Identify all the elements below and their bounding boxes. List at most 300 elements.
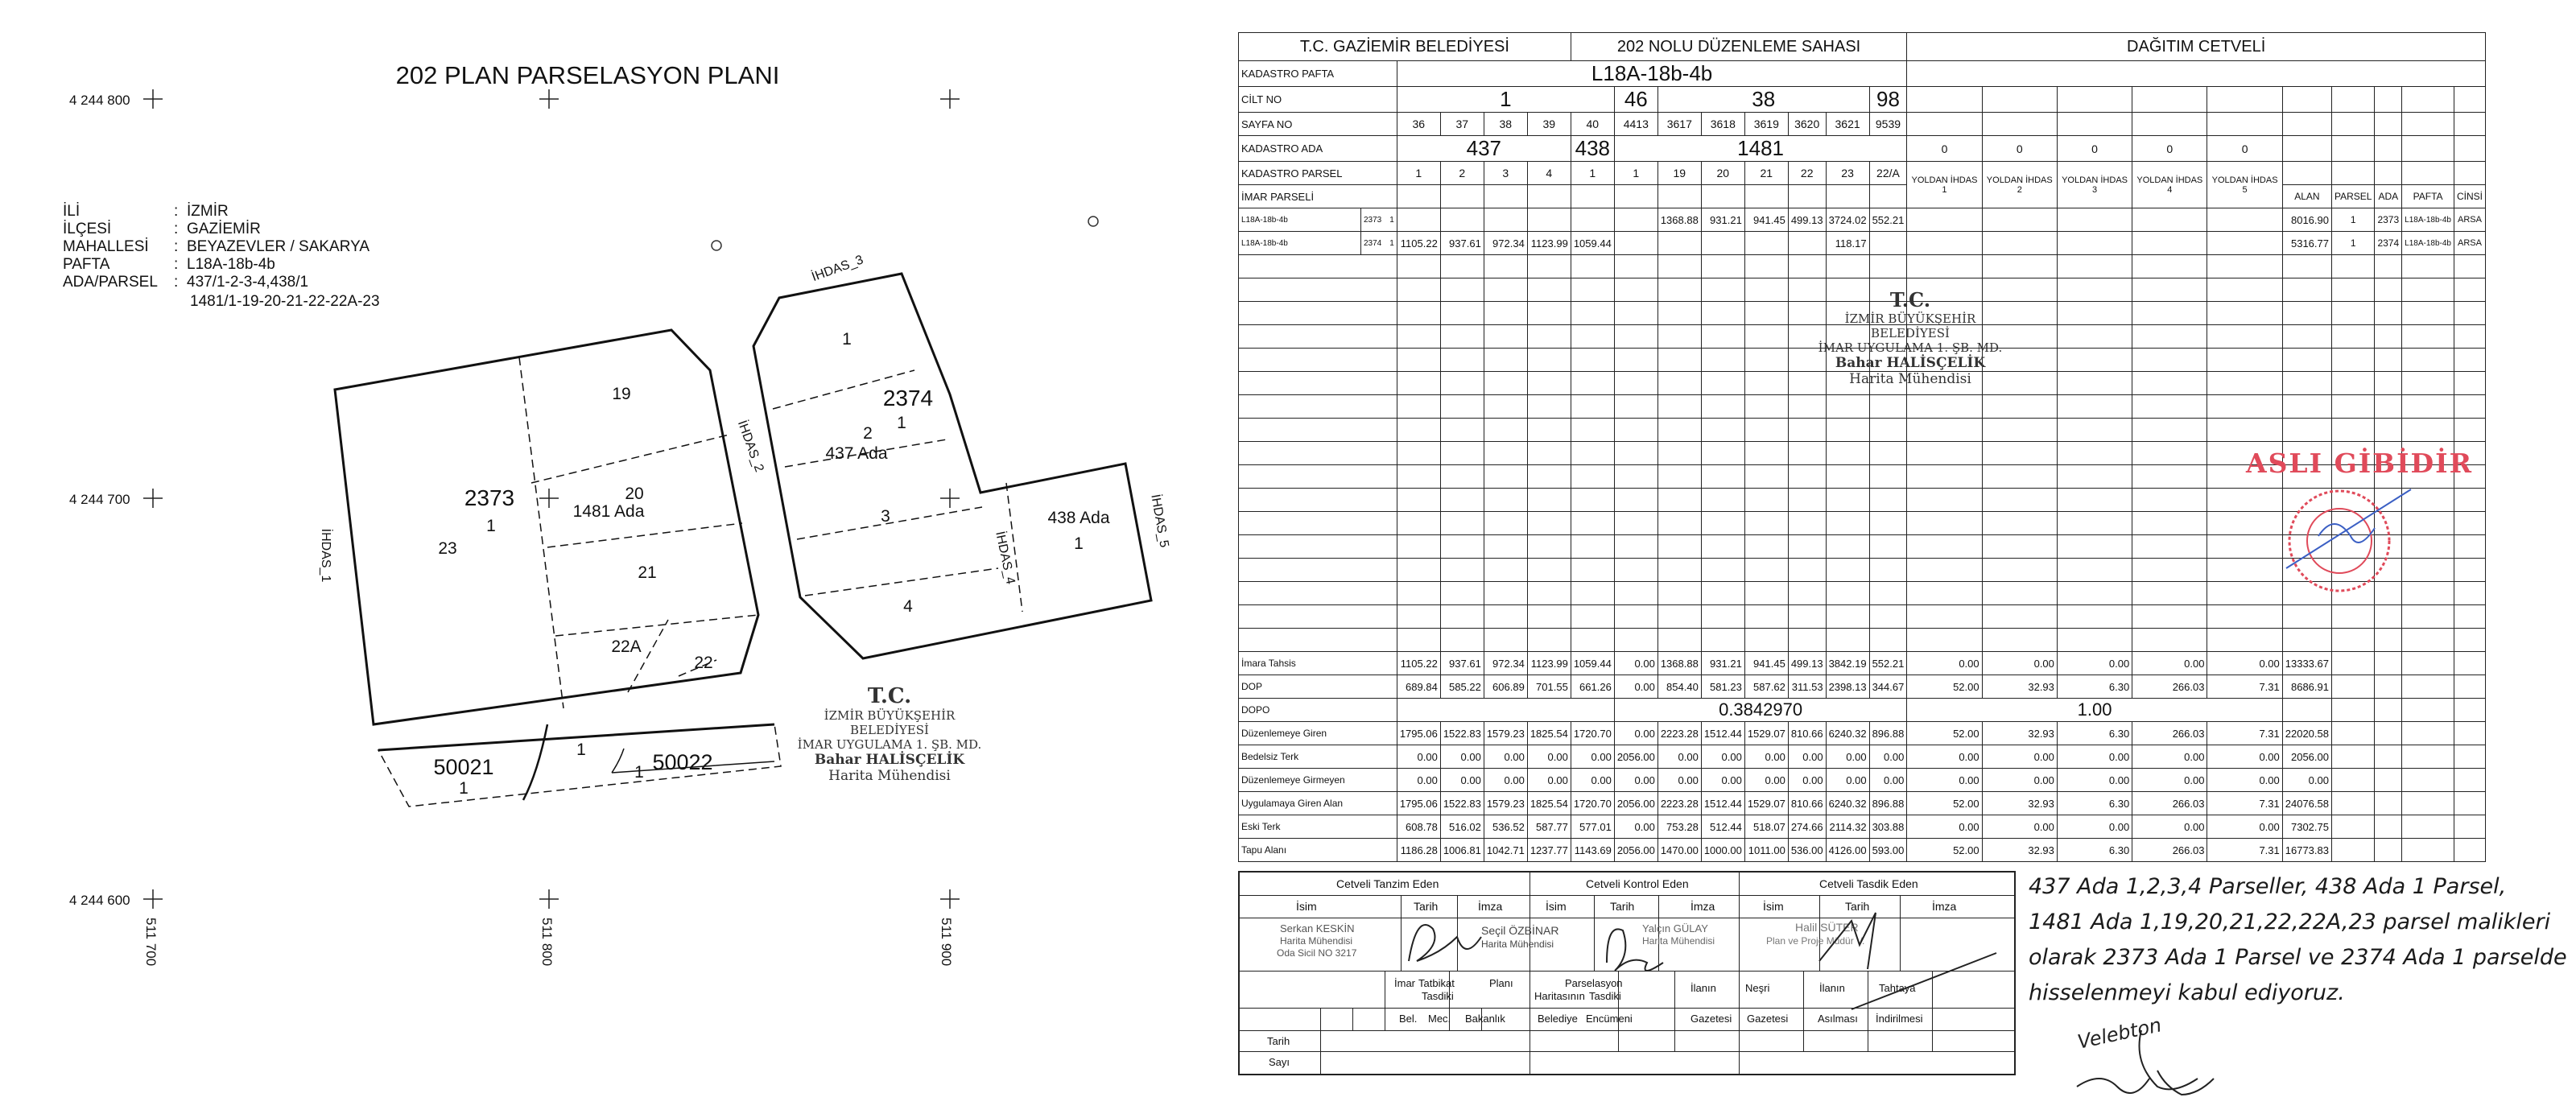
parsel-no: 22/A [1869,162,1907,185]
empty-cell [1701,489,1744,512]
empty-cell [2057,113,2132,136]
empty-cell [1744,605,1788,629]
empty-cell [2402,372,2454,395]
imar-value [1701,232,1744,255]
summary-yoldan: 32.93 [1982,675,2057,699]
parsel-no: 23 [1826,162,1869,185]
summary-value: 0.00 [1614,815,1657,839]
empty-cell [1826,255,1869,278]
empty-cell [2132,113,2207,136]
empty-cell [2282,325,2331,349]
empty-cell [2402,395,2454,419]
header-right: DAĞITIM CETVELİ [1907,33,2486,61]
imar-yoldan [1982,208,2057,232]
summary-value: 1123.99 [1527,652,1571,675]
empty-cell [2331,722,2374,745]
empty-cell [2132,605,2207,629]
person-4: Halil SÜTER [1795,921,1859,934]
label-sayfa: SAYFA NO [1239,113,1397,136]
summary-value: 552.21 [1869,652,1907,675]
summary-value: 2114.32 [1826,815,1869,839]
imar-value [1744,232,1788,255]
sig-imza: İmza [1690,900,1715,913]
empty-cell [1701,419,1744,442]
tstamp-name: Bahar HALİSÇELİK [1835,355,1986,371]
dopo-yoldan: 1.00 [1907,699,2282,722]
empty-cell [2331,769,2374,792]
sig-tahtaya: Tahtaya [1879,982,1916,994]
summary-value: 536.00 [1788,839,1826,862]
label-2373: 2373 [464,485,515,510]
summary-value: 0.00 [1869,745,1907,769]
parsel-no: 21 [1744,162,1788,185]
summary-yoldan: 32.93 [1982,792,2057,815]
imar-ada-r: 2373 [2375,208,2402,232]
empty-cell [2207,419,2282,442]
empty-cell [2057,465,2132,489]
summary-value: 0.00 [1614,675,1657,699]
summary-value: 0.00 [1826,769,1869,792]
empty-cell [1657,442,1701,465]
label-22A: 22A [611,637,642,656]
empty-cell [1397,302,1440,325]
empty-cell [2132,419,2207,442]
empty-cell [2454,395,2485,419]
parsel-no: 20 [1701,162,1744,185]
grid-y-label: 4 244 700 [69,492,130,507]
summary-value: 937.61 [1440,652,1484,675]
empty-cell [1788,489,1826,512]
summary-value: 896.88 [1869,792,1907,815]
empty-cell [1869,559,1907,582]
summary-value: 0.00 [1744,769,1788,792]
person-1-role: Harita Mühendisi [1280,935,1353,947]
summary-label: Düzenlemeye Giren [1239,722,1397,745]
summary-value: 512.44 [1701,815,1744,839]
empty-cell [1397,465,1440,489]
empty-cell [2375,278,2402,302]
cilt-2: 46 [1614,87,1657,113]
empty-cell [2282,278,2331,302]
empty-cell [2057,442,2132,465]
empty-cell [1982,512,2057,535]
summary-value: 4126.00 [1826,839,1869,862]
summary-value: 0.00 [1614,722,1657,745]
empty-cell [1826,185,1869,208]
empty-cell [2375,745,2402,769]
empty-cell [1527,395,1571,419]
empty-cell [2207,372,2282,395]
empty-cell [2375,652,2402,675]
empty-cell [1907,629,1982,652]
imar-value [1657,232,1701,255]
empty-cell [2331,652,2374,675]
imar-ada-r: 2374 [2375,232,2402,255]
summary-yoldan: 0.00 [2132,815,2207,839]
plan-stamp [797,684,982,784]
empty-cell [1869,442,1907,465]
empty-cell [1701,185,1744,208]
empty-cell [1571,512,1614,535]
summary-label: Düzenlemeye Girmeyen [1239,769,1397,792]
empty-cell [1440,489,1484,512]
summary-value: 1105.22 [1397,652,1440,675]
original-copy-stamp: ASLI GİBİDİR [2246,448,2473,479]
imar-value: 937.61 [1440,232,1484,255]
empty-cell [1744,489,1788,512]
summary-value: 689.84 [1397,675,1440,699]
sig-plani: Planı [1489,977,1513,989]
empty-cell [2207,629,2282,652]
imar-parsel-no: 1 [1389,238,1394,248]
empty-cell [2132,535,2207,559]
tstamp-title: T.C. [1889,288,1931,311]
summary-value: 1011.00 [1744,839,1788,862]
summary-value: 587.77 [1527,815,1571,839]
summary-value: 581.23 [1701,675,1744,699]
summary-value: 753.28 [1657,815,1701,839]
parsel-no: 1 [1614,162,1657,185]
person-4-role: Plan ve Proje Müdür V. [1766,935,1865,947]
sig-h3: Cetveli Tasdik Eden [1819,877,1918,890]
empty-cell [1440,629,1484,652]
empty-cell [2375,113,2402,136]
sig-isim: İsim [1763,900,1784,913]
empty-cell [1826,605,1869,629]
sig-tarih: Tarih [1414,900,1439,913]
summary-value: 585.22 [1440,675,1484,699]
empty-cell [1744,372,1788,395]
label-ihdas4: İHDAS_4 [993,530,1018,586]
label-ihdas5: İHDAS_5 [1148,493,1171,549]
empty-cell [1397,278,1440,302]
empty-cell [2375,792,2402,815]
summary-yoldan: 6.30 [2057,722,2132,745]
label-1: 1 [842,330,852,349]
imar-value [1614,232,1657,255]
empty-cell [1397,629,1440,652]
imar-yoldan [2207,208,2282,232]
empty-cell [1614,395,1657,419]
empty-cell [2057,605,2132,629]
summary-value: 2056.00 [1614,839,1657,862]
empty-cell [2282,629,2331,652]
sig-imza: İmza [1932,900,1957,913]
empty-cell [1614,278,1657,302]
empty-cell [1657,302,1701,325]
empty-cell [2454,559,2485,582]
empty-cell [2057,372,2132,395]
parcel-plan-drawing [0,0,1224,1118]
summary-row-girmeyen [1239,769,2486,792]
summary-yoldan: 52.00 [1907,792,1982,815]
summary-value: 1368.88 [1657,652,1701,675]
svg-text::: : [174,203,179,220]
label-2374-1: 1 [897,414,906,432]
imar-value [1397,208,1440,232]
empty-cell [2057,535,2132,559]
empty-cell [1744,185,1788,208]
sig-tasdiki: Tasdiki [1422,990,1454,1002]
empty-cell [1527,278,1571,302]
signatures [1240,873,2014,1074]
empty-cell [2375,839,2402,862]
sig-gazetesi2: Gazetesi [1747,1013,1789,1025]
empty-cell [2331,255,2374,278]
empty-cell [2402,162,2454,185]
right-head: CİNSİ [2454,185,2485,208]
empty-cell [1744,278,1788,302]
sig-ilanin2: İlanın [1819,982,1845,994]
summary-value: 0.00 [1527,769,1571,792]
empty-cell [1484,442,1527,465]
empty-cell [1788,185,1826,208]
empty-cell [1614,465,1657,489]
empty-cell [1527,325,1571,349]
empty-cell [1571,489,1614,512]
empty-cell [2331,349,2374,372]
imar-pafta-r: L18A-18b-4b [2402,232,2454,255]
empty-cell [2402,769,2454,792]
empty-cell [1826,465,1869,489]
summary-value: 2223.28 [1657,722,1701,745]
empty-cell [1614,629,1657,652]
empty-cell [1571,255,1614,278]
empty-cell [1826,582,1869,605]
summary-value: 0.00 [1701,745,1744,769]
empty-cell [1239,395,1397,419]
empty-cell [1907,605,1982,629]
empty-cell [2282,113,2331,136]
empty-cell [2282,372,2331,395]
empty-cell [2454,699,2485,722]
ada-438: 438 [1571,136,1614,162]
yoldan-ihdas: YOLDAN İHDAS 4 [2132,162,2207,208]
imar-alan: 5316.77 [2282,232,2331,255]
empty-cell [1657,325,1701,349]
empty-cell [1527,349,1571,372]
empty-cell [2207,395,2282,419]
empty-cell [1484,419,1527,442]
summary-value: 1522.83 [1440,792,1484,815]
label-20: 20 [625,485,644,503]
empty-cell [2454,372,2485,395]
empty-cell [1239,372,1397,395]
parsel-no: 1 [1397,162,1440,185]
empty-cell [1657,559,1701,582]
empty-cell [2402,675,2454,699]
summary-yoldan: 7.31 [2207,839,2282,862]
summary-label: Eski Terk [1239,815,1397,839]
sig-belediye: Belediye [1538,1013,1578,1025]
empty-cell [1440,395,1484,419]
imar-value: 499.13 [1788,208,1826,232]
sayfa-no: 3618 [1701,113,1744,136]
empty-cell [1571,535,1614,559]
empty-cell [1571,278,1614,302]
empty-cell [1614,325,1657,349]
stamp-role: Harita Mühendisi [828,768,951,784]
info-value: 437/1-2-3-4,438/1 [187,274,309,291]
sig-tarih-row: Tarih [1267,1035,1290,1047]
summary-value: 6240.32 [1826,722,1869,745]
plan-title: 202 PLAN PARSELASYON PLANI [395,61,780,89]
grid-x-label: 511 700 [143,918,159,967]
sig-parselasyon: Parselasyon [1565,977,1623,989]
empty-cell [1484,349,1527,372]
empty-cell [2402,792,2454,815]
summary-total: 13333.67 [2282,652,2331,675]
empty-cell [1239,255,1397,278]
empty-cell [2132,255,2207,278]
summary-value: 0.00 [1614,769,1657,792]
sayfa-no: 38 [1484,113,1527,136]
empty-cell [2331,113,2374,136]
empty-cell [2375,769,2402,792]
summary-value: 1825.54 [1527,792,1571,815]
row-pafta [1239,61,2486,87]
yoldan-ihdas: YOLDAN İHDAS 1 [1907,162,1982,208]
summary-yoldan: 0.00 [2132,769,2207,792]
empty-cell [2132,349,2207,372]
summary-yoldan: 0.00 [1982,769,2057,792]
empty-cell [1701,512,1744,535]
empty-cell [2375,419,2402,442]
empty-cell [1907,559,1982,582]
summary-value: 1522.83 [1440,722,1484,745]
summary-yoldan: 266.03 [2132,792,2207,815]
summary-value: 1059.44 [1571,652,1614,675]
summary-row-eski [1239,815,2486,839]
empty-cell [2132,582,2207,605]
empty-cell [1657,489,1701,512]
empty-cell [1701,629,1744,652]
empty-row [1239,605,2486,629]
imar-yoldan [2207,232,2282,255]
hw-line: 437 Ada 1,2,3,4 Parseller, 438 Ada 1 Parsel, [2029,874,2507,899]
empty-cell [1826,419,1869,442]
imar-value [1571,208,1614,232]
empty-cell [1907,255,1982,278]
summary-row-bedelsiz [1239,745,2486,769]
empty-cell [1701,442,1744,465]
imar-yoldan [1907,232,1982,255]
summary-total: 22020.58 [2282,722,2331,745]
empty-cell [2057,395,2132,419]
summary-value: 1720.70 [1571,792,1614,815]
summary-yoldan: 32.93 [1982,839,2057,862]
sig-tasdiki2: Tasdiki [1589,990,1621,1002]
summary-yoldan: 266.03 [2132,675,2207,699]
summary-yoldan: 7.31 [2207,675,2282,699]
empty-cell [1869,629,1907,652]
empty-cell [2207,605,2282,629]
empty-cell [2402,815,2454,839]
summary-yoldan: 0.00 [2207,745,2282,769]
empty-cell [2454,839,2485,862]
sayfa-no: 3620 [1788,113,1826,136]
cilt-1: 1 [1397,87,1614,113]
summary-yoldan: 52.00 [1907,675,1982,699]
empty-cell [1907,442,1982,465]
empty-cell [2454,722,2485,745]
empty-cell [2454,605,2485,629]
empty-cell [1527,582,1571,605]
grid-y-label: 4 244 800 [69,93,130,108]
summary-value: 587.62 [1744,675,1788,699]
empty-cell [1527,255,1571,278]
label-ada: KADASTRO ADA [1239,136,1397,162]
empty-cell [1657,535,1701,559]
empty-cell [1869,255,1907,278]
empty-cell [2057,325,2132,349]
empty-cell [2375,372,2402,395]
empty-cell [2375,325,2402,349]
sayfa-no: 3619 [1744,113,1788,136]
sig-tarih: Tarih [1610,900,1635,913]
empty-cell [1527,559,1571,582]
empty-cell [2331,792,2374,815]
parsel-no: 19 [1657,162,1701,185]
summary-value: 0.00 [1826,745,1869,769]
summary-value: 1470.00 [1657,839,1701,862]
summary-value: 0.00 [1657,745,1701,769]
imar-value: 1059.44 [1571,232,1614,255]
summary-row-uygulama [1239,792,2486,815]
label-ihdas3: İHDAS_3 [810,253,865,285]
empty-cell [2454,302,2485,325]
person-1-sicil: Oda Sicil NO 3217 [1277,947,1357,959]
empty-cell [1869,535,1907,559]
parcel-2374 [753,274,1151,658]
empty-cell [1982,582,2057,605]
empty-cell [2402,652,2454,675]
summary-value: 303.88 [1869,815,1907,839]
sig-ilanin: İlanın [1690,982,1716,994]
summary-value: 1143.69 [1571,839,1614,862]
hw-line: 1481 Ada 1,19,20,21,22,22A,23 parsel malikleri [2029,910,2551,934]
empty-cell [1397,349,1440,372]
empty-cell [1788,582,1826,605]
empty-cell [2331,278,2374,302]
sig-bel: Bel. [1399,1013,1418,1025]
info-key: PAFTA [63,256,110,273]
empty-cell [1397,442,1440,465]
empty-cell [2132,512,2207,535]
empty-cell [2132,559,2207,582]
empty-cell [1614,185,1657,208]
empty-cell [1484,605,1527,629]
empty-cell [1571,395,1614,419]
summary-value: 344.67 [1869,675,1907,699]
empty-cell [1826,629,1869,652]
summary-value: 274.66 [1788,815,1826,839]
imar-cins: ARSA [2454,232,2485,255]
grid-x-label: 511 900 [939,918,954,967]
summary-value: 896.88 [1869,722,1907,745]
summary-row-dopo [1239,699,2486,722]
empty-cell [1826,442,1869,465]
tstamp-role: Harita Mühendisi [1849,371,1971,387]
empty-cell [1440,255,1484,278]
empty-cell [1614,489,1657,512]
empty-cell [1397,535,1440,559]
summary-yoldan: 0.00 [1907,652,1982,675]
label-50022: 50022 [652,750,713,774]
empty-cell [1571,465,1614,489]
empty-cell [1788,442,1826,465]
empty-cell [1657,512,1701,535]
